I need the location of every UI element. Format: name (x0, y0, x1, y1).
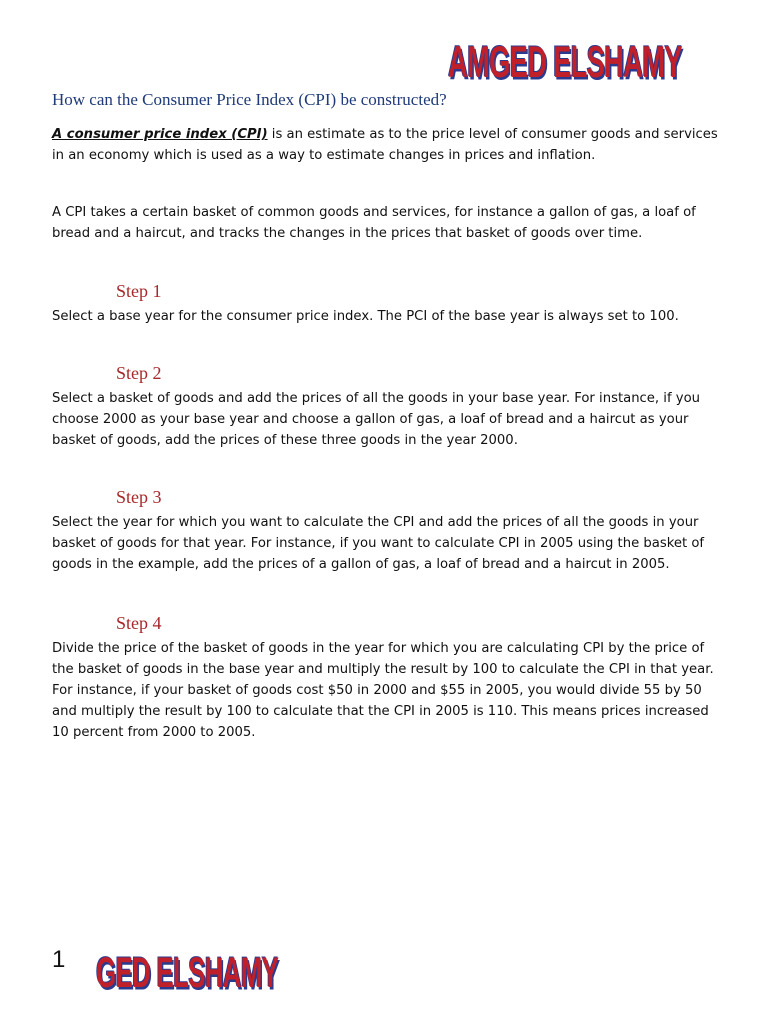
step-2-text: Select a basket of goods and add the prices of all the goods in your base year. For instance, if you choose 2000 as your base year and choose a gallon of gas, a loaf of bread and a haircut as your basket of goods, add the prices of these three goods in the year 2000. (52, 391, 701, 448)
step-3-title: Step 3 (116, 487, 162, 507)
intro-definition-paragraph (52, 124, 724, 166)
step-1-title: Step 1 (116, 281, 162, 301)
step-4-text: Divide the price of the basket of goods in the year for which you are calculating CPI by the price of the basket of goods in the base year and multiply the result by 100 to calculate the CPI in that year. For instance, if your basket of goods cost $50 in 2000 and $55 in 2005, you would divide 55 by 50 and multiply the result by 100 to calculate that the CPI in 2005 is 110. This means prices increased 10 percent from 2000 to 2005. (52, 641, 714, 740)
intro-basket-paragraph: A CPI takes a certain basket of common goods and services, for instance a gallon of gas, a loaf of bread and a haircut, and tracks the changes in the prices that basket of goods over time. (52, 205, 696, 241)
footer-wordart-logo: GED ELSHAMY (96, 948, 279, 997)
step-2-title: Step 2 (116, 363, 162, 383)
definition-text: is an estimate as to the price level of consumer goods and services in an economy which is used as a way to estimate changes in prices and inflation. (52, 127, 718, 163)
step-1-text: Select a base year for the consumer price index. The PCI of the base year is always set to 100. (52, 309, 679, 324)
page-number: 1 (52, 946, 66, 973)
defined-term: A consumer price index (CPI) (52, 127, 268, 142)
step-3-text: Select the year for which you want to calculate the CPI and add the prices of all the goods in your basket of goods for that year. For instance, if you want to calculate CPI in 2005 using the basket of goods in the example, add the prices of a gallon of gas, a loaf of bread and a haircut in 2005. (52, 515, 705, 572)
step-4-title: Step 4 (116, 613, 162, 633)
header-wordart-logo: AMGED ELSHAMY (448, 38, 682, 88)
page-title: How can the Consumer Price Index (CPI) be constructed? (52, 90, 447, 109)
